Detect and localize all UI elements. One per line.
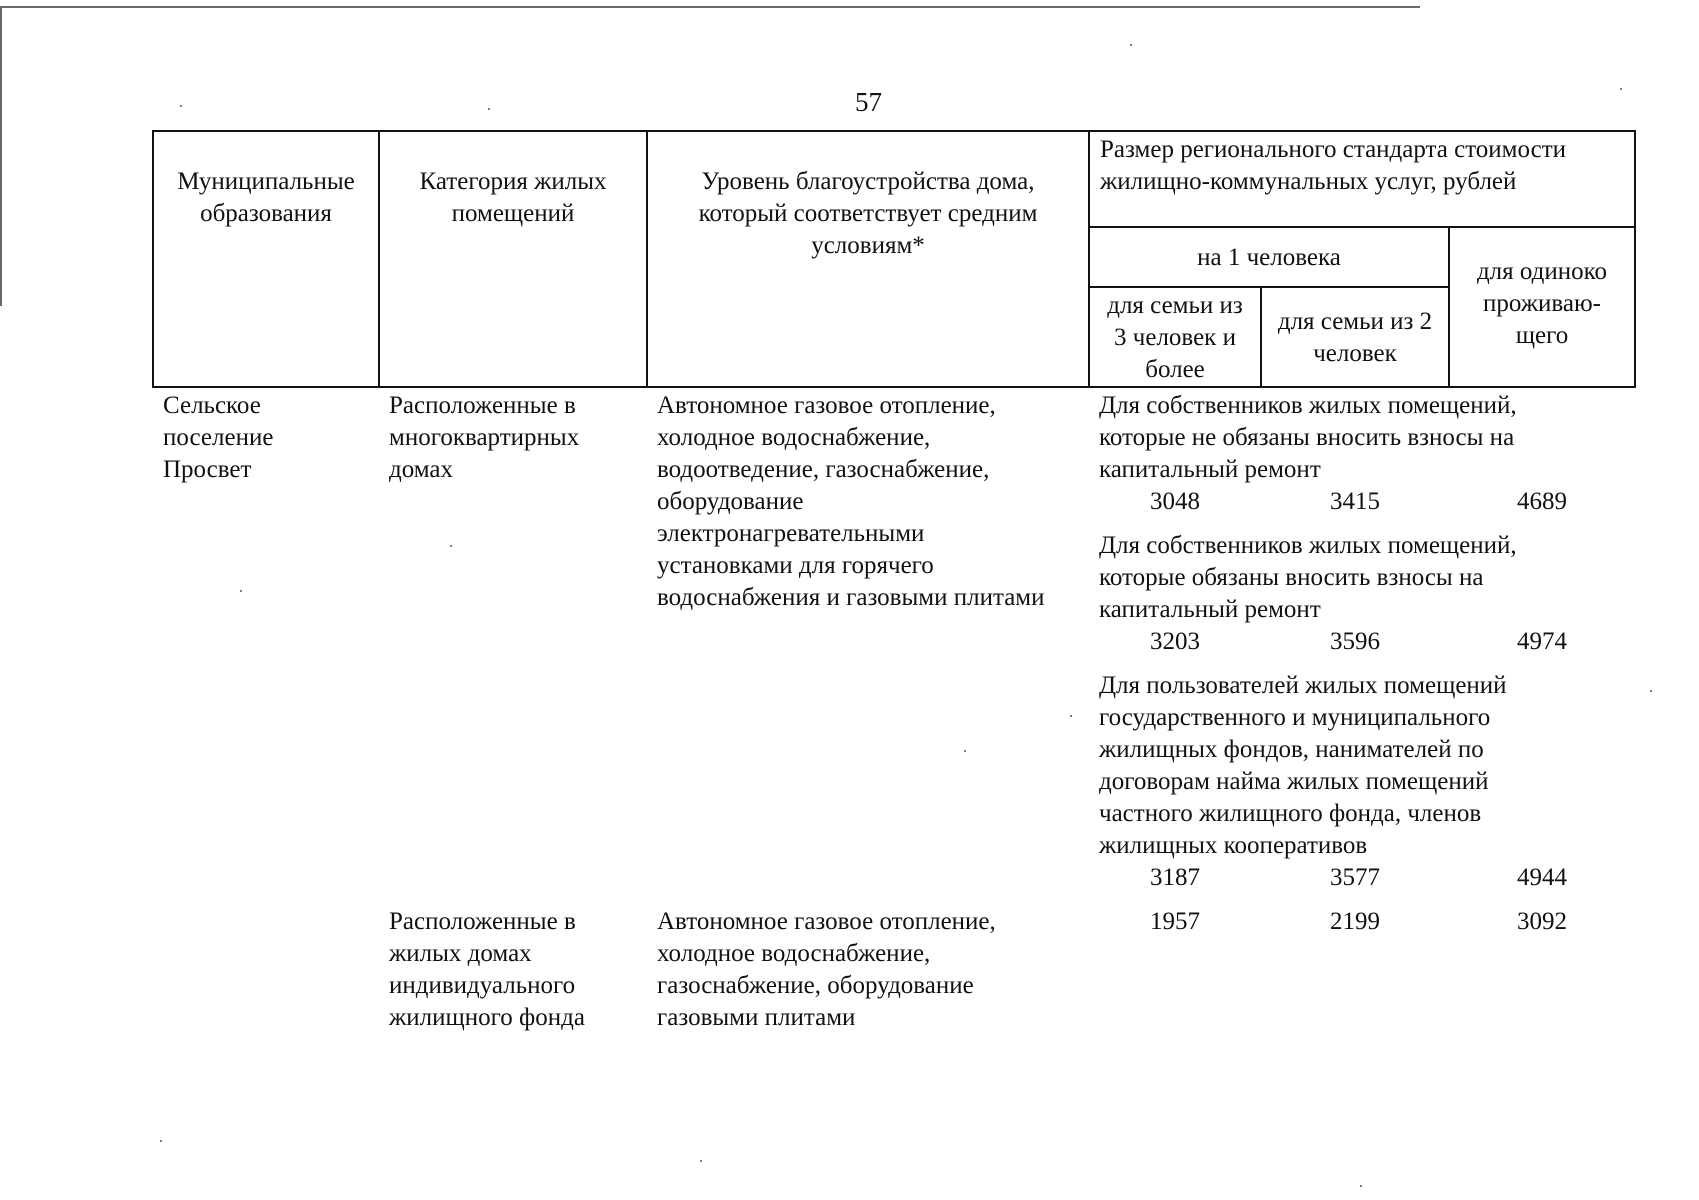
header-standard: Размер регионального стандарта стоимости жилищно-коммунальных услуг, рублей	[1089, 131, 1635, 227]
category-1-cell: Расположенные в многоквартирных домах	[389, 392, 580, 483]
scan-speck	[1360, 1185, 1362, 1187]
scan-speck	[488, 108, 490, 110]
scan-speck	[180, 105, 182, 107]
level-1-cell: Автономное газовое отопление, холодное водоснабжение, водоотведение, газоснабжение, оборудование электронагревательными установками для горячего водоснабжения и газовыми плитами	[657, 392, 1045, 611]
page-number: 57	[855, 87, 882, 117]
header-category: Категория жилых помещений	[379, 131, 647, 387]
scan-speck	[1070, 715, 1072, 717]
group-2-value-family3: 3203	[1150, 628, 1200, 655]
municipality-cell-empty	[153, 906, 379, 1034]
scan-speck	[240, 590, 242, 592]
scan-speck	[1130, 44, 1132, 46]
row2-value-family3: 1957	[1150, 908, 1200, 935]
group-3-value-single: 4944	[1517, 864, 1567, 891]
header-family3: для семьи из 3 человек и более	[1089, 287, 1261, 387]
group-1-label: Для собственников жилых помещений, которые не обязаны вносить взносы на капитальный ремонт	[1099, 392, 1517, 483]
scan-speck	[450, 545, 452, 547]
row2-value-family2: 2199	[1330, 908, 1380, 935]
header-single: для одиноко проживаю-щего	[1449, 227, 1635, 387]
scan-speck	[964, 750, 966, 752]
group-1-value-single: 4689	[1517, 488, 1567, 515]
group-3-value-family3: 3187	[1150, 864, 1200, 891]
group-2-label: Для собственников жилых помещений, которые обязаны вносить взносы на капитальный ремонт	[1099, 532, 1517, 623]
scan-speck	[700, 1160, 702, 1162]
group-1-value-family2: 3415	[1330, 488, 1380, 515]
group-3-label: Для пользователей жилых помещений государственного и муниципального жилищных фондов, нанимателей по договорам найма жилых помещений частного жилищного фонда, членов жилищных кооперативов	[1099, 672, 1507, 859]
row2-value-single: 3092	[1517, 908, 1567, 935]
group-3-value-family2: 3577	[1330, 864, 1380, 891]
housing-standard-table	[152, 130, 1636, 1034]
header-level: Уровень благоустройства дома, который соответствует средним условиям*	[647, 131, 1089, 387]
level-2-cell: Автономное газовое отопление, холодное водоснабжение, газоснабжение, оборудование газовыми плитами	[657, 908, 996, 1031]
scan-border-top	[0, 6, 1420, 8]
scan-border-left	[0, 6, 2, 306]
municipality-cell: Сельское поселение Просвет	[163, 392, 274, 483]
group-2-value-single: 4974	[1517, 628, 1567, 655]
scan-speck	[1650, 690, 1652, 692]
category-2-cell: Расположенные в жилых домах индивидуального жилищного фонда	[389, 908, 585, 1031]
group-2-value-family2: 3596	[1330, 628, 1380, 655]
header-family2: для семьи из 2 человек	[1261, 287, 1449, 387]
scan-speck	[1620, 88, 1622, 90]
group-1-value-family3: 3048	[1150, 488, 1200, 515]
scan-speck	[160, 1140, 162, 1142]
header-per-person: на 1 человека	[1089, 227, 1449, 287]
header-municipal: Муниципальные образования	[153, 131, 379, 387]
